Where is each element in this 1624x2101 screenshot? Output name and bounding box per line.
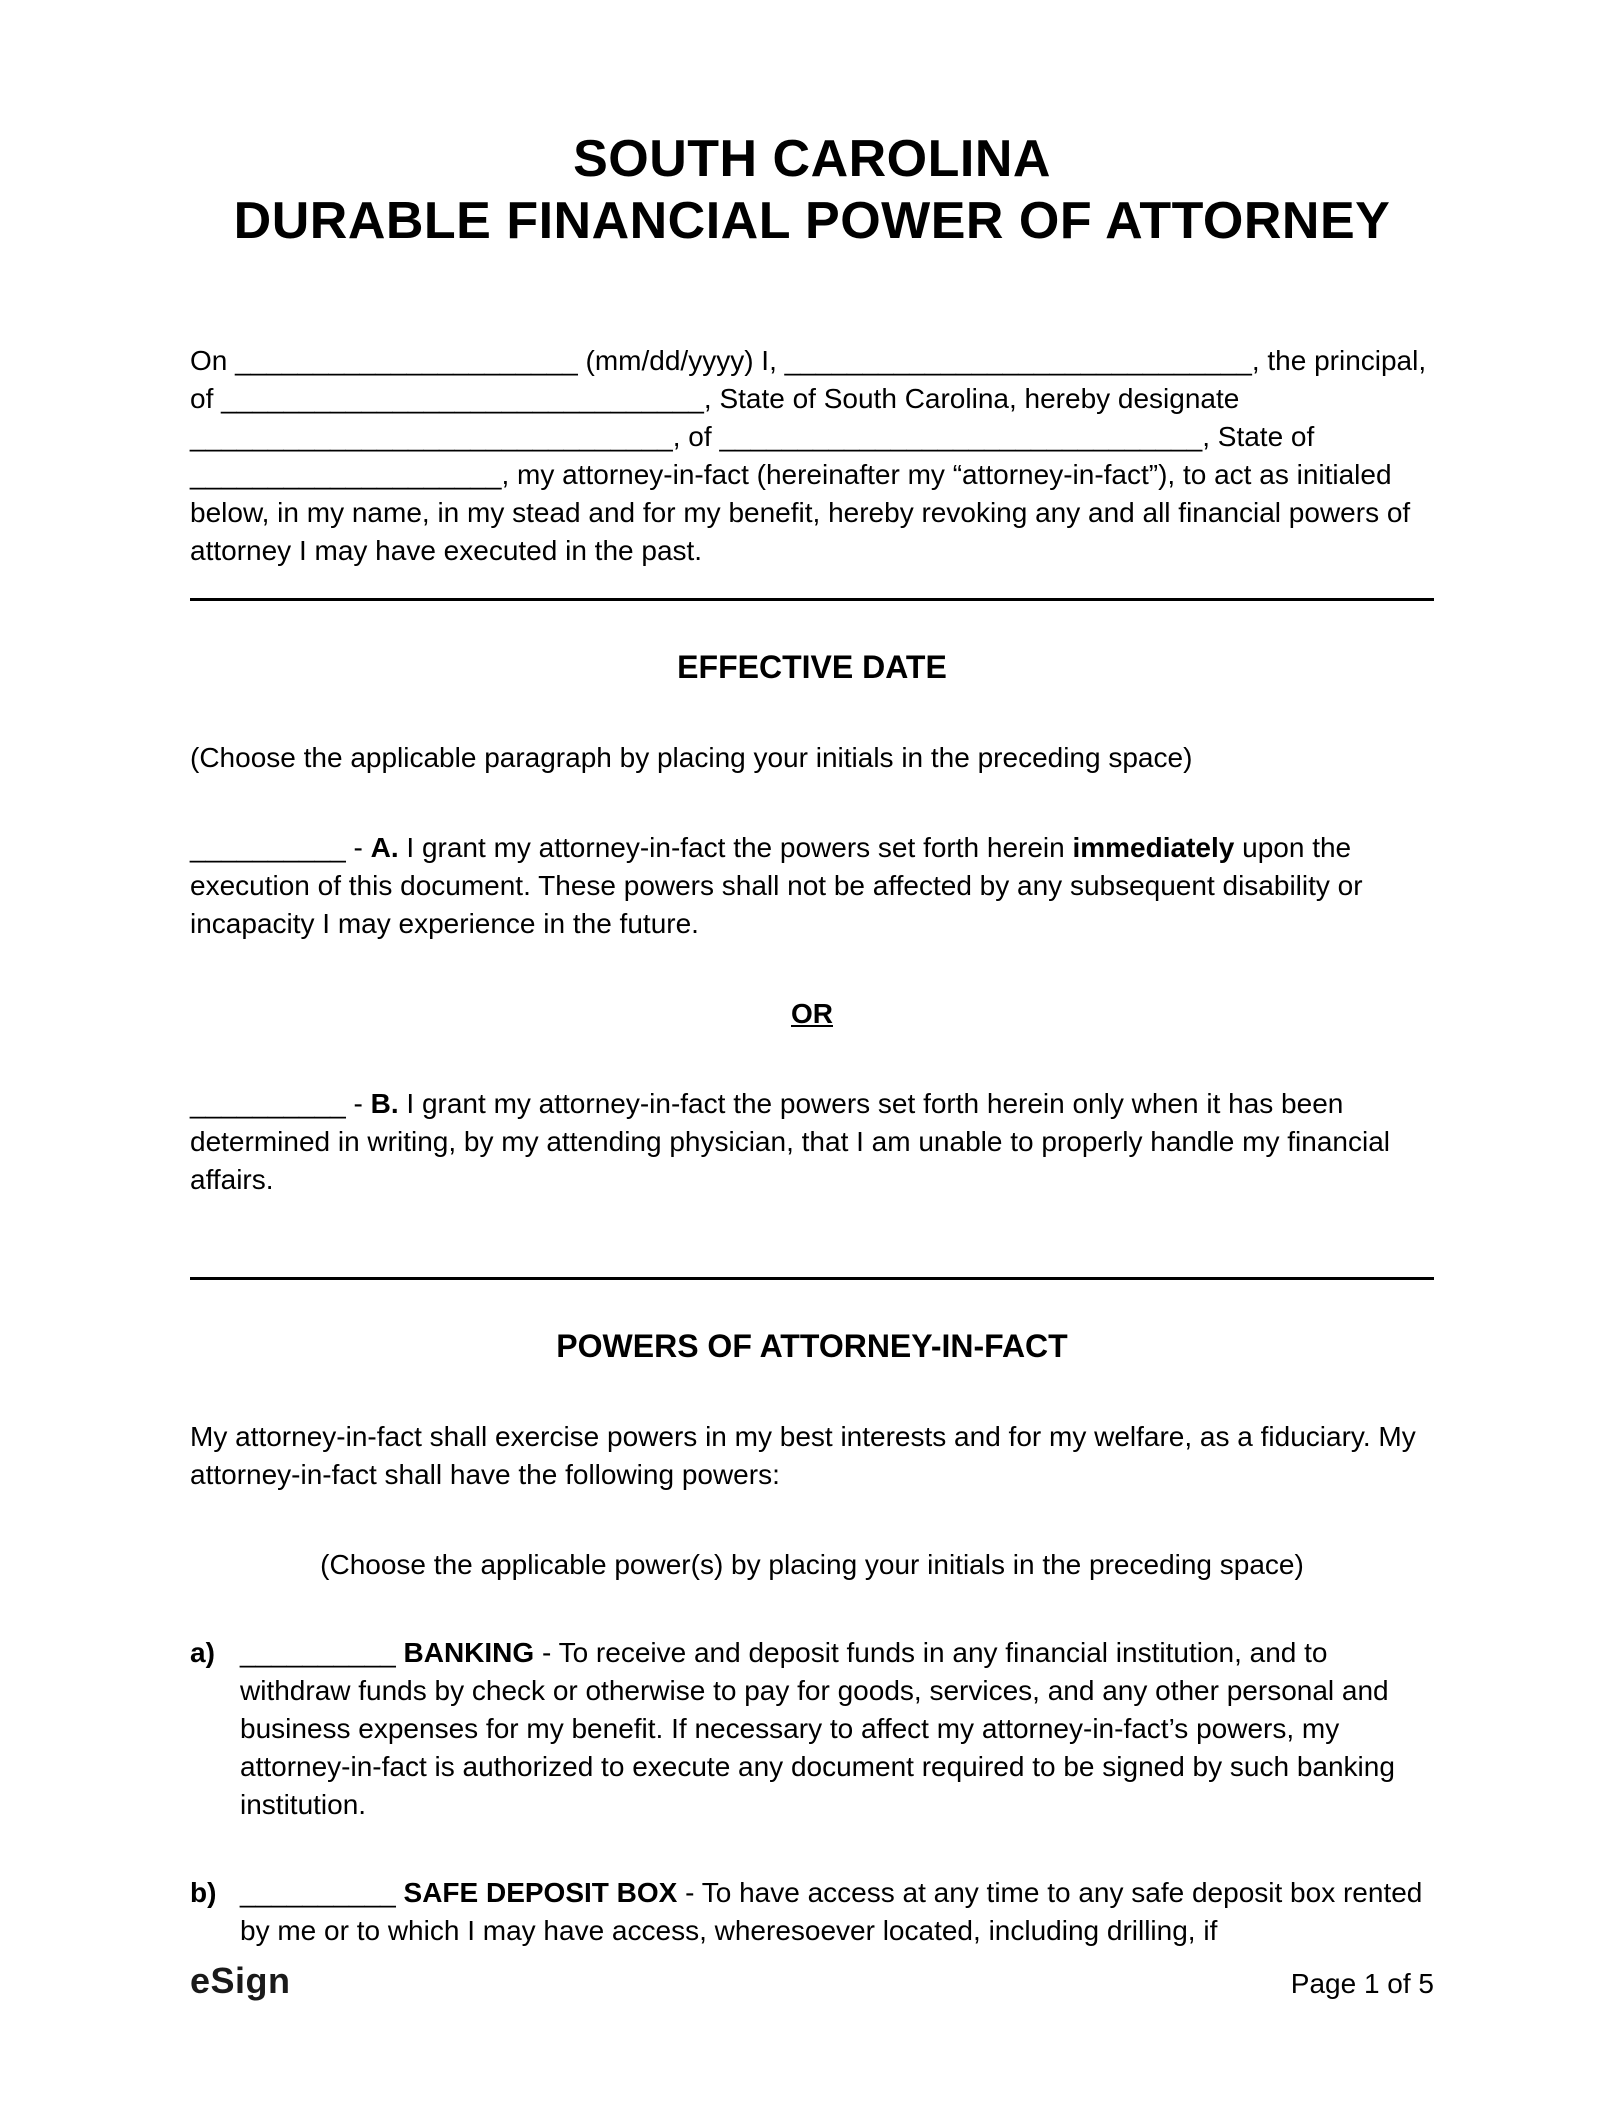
option-a-text: I grant my attorney-in-fact the powers set forth herein — [398, 832, 1073, 863]
power-item-banking-text: - To receive and deposit funds in any financial institution, and to withdraw funds by check or otherwise to pay for goods, services, and any other personal and business expenses for my benefit. If necessary to affect my attorney-in-fact’s powers, my attorney-in-fact is authorized to execute any document required to be signed by such banking institution. — [240, 1637, 1395, 1820]
power-item-banking-body — [240, 1634, 1434, 1824]
effective-date-instruction: (Choose the applicable paragraph by placing your initials in the preceding space) — [190, 742, 1193, 773]
intro-text: , State of South Carolina, hereby designate — [703, 383, 1240, 414]
intro-text: , State of — [1202, 421, 1315, 452]
intro-text: (mm/dd/yyyy) I, — [577, 345, 785, 376]
option-b-text: I grant my attorney-in-fact the powers set forth herein only when it has been determined in writing, by my attending physician, that I am unable to properly handle my financial affairs. — [190, 1088, 1390, 1195]
principal-city-blank[interactable]: _______________________________ — [221, 383, 704, 414]
powers-instruction: (Choose the applicable power(s) by placing your initials in the preceding space) — [320, 1549, 1304, 1580]
option-b-label: B. — [370, 1088, 399, 1119]
intro-text: On — [190, 345, 236, 376]
power-item-safe-deposit-box-label: b) — [190, 1877, 217, 1908]
power-item-safe-deposit-box — [190, 1874, 1434, 1950]
power-item-banking-label: a) — [190, 1637, 215, 1668]
document-title-line1: SOUTH CAROLINA — [573, 130, 1051, 188]
page-number: Page 1 of 5 — [1290, 1968, 1434, 1999]
option-a-initials-blank[interactable]: __________ — [190, 832, 346, 863]
power-item-safe-deposit-box-body — [240, 1874, 1434, 1950]
option-a-label: A. — [370, 832, 399, 863]
intro-text: , of — [672, 421, 720, 452]
principal-name-blank[interactable]: ______________________________ — [784, 345, 1252, 376]
option-b-paragraph — [190, 1085, 1434, 1199]
option-b-separator: - — [345, 1088, 371, 1119]
effective-date-heading: EFFECTIVE DATE — [677, 649, 947, 685]
page-footer — [190, 1962, 1434, 2003]
option-a-text: upon the execution of this document. These powers shall not be affected by any subsequent disability or incapacity I may experience in the future. — [190, 832, 1363, 939]
agent-city-blank[interactable]: _______________________________ — [719, 421, 1203, 452]
option-a-bold-word: immediately — [1072, 832, 1235, 863]
agent-state-blank[interactable]: ____________________ — [190, 459, 502, 490]
section-divider-1 — [190, 598, 1434, 601]
powers-intro: My attorney-in-fact shall exercise powers in my best interests and for my welfare, as a fiduciary. My attorney-in-fact shall have the following powers: — [190, 1421, 1416, 1490]
power-item-banking-name: BANKING — [403, 1637, 535, 1668]
power-item-safe-deposit-box-text: - To have access at any time to any safe deposit box rented by me or to which I may have access, wheresoever located, including drilling, if — [240, 1877, 1423, 1946]
document-title-line2: DURABLE FINANCIAL POWER OF ATTORNEY — [233, 192, 1391, 250]
intro-text: , my attorney-in-fact (hereinafter my “attorney-in-fact”), to act as initialed below, in my name, in my stead and for my benefit, hereby revoking any and all financial powers of attorney I may have executed in the past. — [190, 459, 1411, 566]
section-divider-2 — [190, 1277, 1434, 1280]
option-a-paragraph — [190, 829, 1434, 943]
power-item-banking — [190, 1634, 1434, 1824]
intro-text: , the principal, of — [190, 345, 1427, 414]
document-title — [190, 128, 1434, 252]
powers-heading: POWERS OF ATTORNEY-IN-FACT — [556, 1328, 1068, 1364]
or-separator — [190, 995, 1434, 1033]
option-a-separator: - — [345, 832, 371, 863]
esign-logo: eSign — [190, 1960, 291, 2001]
or-label: OR — [791, 998, 833, 1029]
agent-name-blank[interactable]: _______________________________ — [190, 421, 673, 452]
option-b-initials-blank[interactable]: __________ — [190, 1088, 346, 1119]
intro-paragraph — [190, 342, 1434, 570]
power-item-banking-initials-blank[interactable]: __________ — [240, 1637, 396, 1668]
power-item-safe-deposit-box-name: SAFE DEPOSIT BOX — [403, 1877, 678, 1908]
power-item-safe-deposit-box-initials-blank[interactable]: __________ — [240, 1877, 396, 1908]
execution-date-blank[interactable]: ______________________ — [235, 345, 578, 376]
